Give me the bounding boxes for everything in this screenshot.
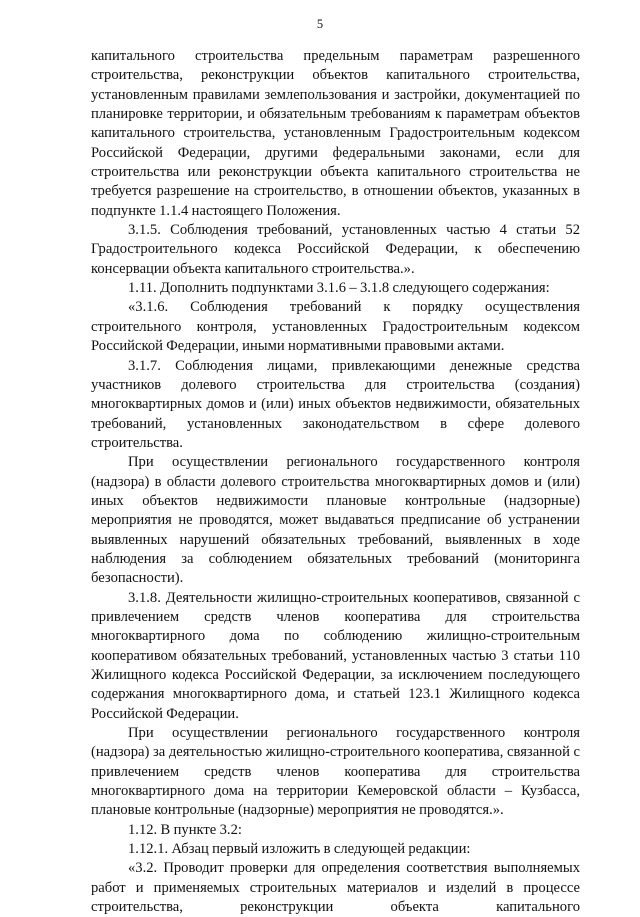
paragraph: «3.1.6. Соблюдения требований к порядку осуществления строительного контроля, установленных Градостроительным кодексом Российской Федерации, иными нормативными правовыми актами. <box>91 299 580 355</box>
paragraph: капитального строительства предельным параметрам разрешенного строительства, реконструкции объектов капитального строительства, установленным правилами землепользования и застройки, документацией по планировке территории, и обязательным требованиям к параметрам объектов капитального строительства, установленным Градостроительным кодексом Российской Федерации, другими федеральными законами, если для строительства или реконструкции объекта капитального строительства не требуется разрешение на строительство, в отношении объектов, указанных в подпункте 1.1.4 настоящего Положения. <box>91 48 580 219</box>
paragraph: 1.12.1. Абзац первый изложить в следующей редакции: <box>128 841 471 858</box>
document-body <box>91 47 580 917</box>
paragraph: 1.11. Дополнить подпунктами 3.1.6 – 3.1.8 следующего содержания: <box>128 280 550 297</box>
paragraph: 3.1.5. Соблюдения требований, установленных частью 4 статьи 52 Градостроительного кодекса Российской Федерации, к обеспечению консервации объекта капитального строительства.». <box>91 222 580 277</box>
paragraph: 3.1.8. Деятельности жилищно-строительных кооперативов, связанной с привлечением средств членов кооператива для строительства многоквартирного дома по соблюдению жилищно-строительным кооперативом обязательных требований, установленных частью 3 статьи 110 Жилищного кодекса Российской Федерации, за исключением последующего содержания многоквартирного дома, и статьей 123.1 Жилищного кодекса Российской Федерации. <box>91 589 580 722</box>
page-number: 5 <box>316 17 324 31</box>
paragraph: «3.2. Проводит проверки для определения соответствия выполняемых работ и применяемых строительных материалов и изделий в процессе строительства, реконструкции объекта капитального <box>91 860 580 916</box>
paragraph: 3.1.7. Соблюдения лицами, привлекающими денежные средства участников долевого строительства для строительства (создания) многоквартирных домов и (или) иных объектов недвижимости, обязательных требований, установленных законодательством в сфере долевого строительства. <box>91 357 580 451</box>
paragraph: При осуществлении регионального государственного контроля (надзора) за деятельностью жилищно-строительного кооператива, связанной с привлечением средств членов кооператива для строительства многоквартирного дома на территории Кемеровской области – Кузбасса, плановые контрольные (надзорные) мероприятия не проводятся.». <box>91 725 580 819</box>
paragraph: 1.12. В пункте 3.2: <box>128 821 242 838</box>
paragraph: При осуществлении регионального государственного контроля (надзора) в области долевого строительства многоквартирных домов и (или) иных объектов недвижимости плановые контрольные (надзорные) мероприятия не проводятся, может выдаваться предписание об устранении выявленных нарушений обязательных требований, выявленных в ходе наблюдения за соблюдением обязательных требований (мониторинга безопасности). <box>91 454 580 587</box>
